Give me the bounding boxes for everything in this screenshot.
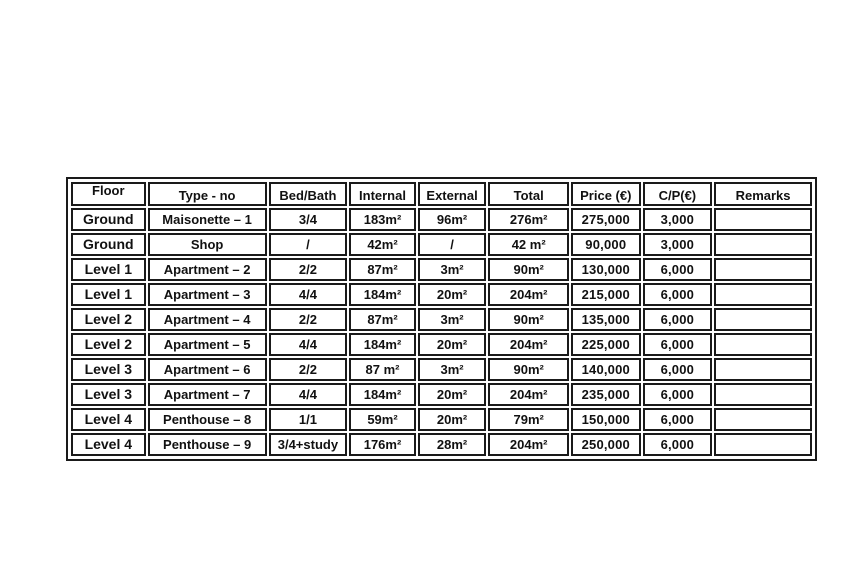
cell-external: 20m²: [418, 283, 487, 306]
cell-floor: Level 2: [71, 333, 146, 356]
header-cp: C/P(€): [643, 182, 713, 206]
cell-remarks: [714, 283, 812, 306]
cell-total: 90m²: [488, 258, 569, 281]
cell-total: 42 m²: [488, 233, 569, 256]
cell-external: 28m²: [418, 433, 487, 456]
price-list-table: [69, 180, 814, 458]
cell-price: 150,000: [571, 408, 641, 431]
cell-internal: 184m²: [349, 283, 416, 306]
cell-floor: Level 4: [71, 433, 146, 456]
cell-type: Apartment – 4: [148, 308, 267, 331]
cell-internal: 87 m²: [349, 358, 416, 381]
cell-internal: 59m²: [349, 408, 416, 431]
cell-internal: 176m²: [349, 433, 416, 456]
cell-external: 3m²: [418, 258, 487, 281]
cell-bedbath: 2/2: [269, 358, 348, 381]
cell-external: 20m²: [418, 383, 487, 406]
cell-external: 3m²: [418, 308, 487, 331]
cell-floor: Level 1: [71, 283, 146, 306]
cell-price: 225,000: [571, 333, 641, 356]
cell-internal: 183m²: [349, 208, 416, 231]
cell-total: 90m²: [488, 308, 569, 331]
cell-remarks: [714, 433, 812, 456]
cell-remarks: [714, 383, 812, 406]
cell-price: 275,000: [571, 208, 641, 231]
cell-remarks: [714, 233, 812, 256]
header-row: [71, 182, 812, 206]
cell-total: 204m²: [488, 433, 569, 456]
table-row: [71, 208, 812, 231]
cell-price: 90,000: [571, 233, 641, 256]
cell-type: Apartment – 3: [148, 283, 267, 306]
table-row: [71, 433, 812, 456]
cell-total: 204m²: [488, 383, 569, 406]
cell-external: 20m²: [418, 333, 487, 356]
table-row: [71, 308, 812, 331]
property-price-table: [66, 177, 817, 461]
cell-price: 135,000: [571, 308, 641, 331]
table-row: [71, 258, 812, 281]
cell-remarks: [714, 258, 812, 281]
cell-bedbath: 3/4+study: [269, 433, 348, 456]
cell-internal: 184m²: [349, 383, 416, 406]
cell-bedbath: 3/4: [269, 208, 348, 231]
cell-bedbath: 2/2: [269, 258, 348, 281]
header-internal: Internal: [349, 182, 416, 206]
cell-remarks: [714, 308, 812, 331]
cell-total: 204m²: [488, 333, 569, 356]
cell-bedbath: /: [269, 233, 348, 256]
header-bedbath: Bed/Bath: [269, 182, 348, 206]
cell-floor: Level 3: [71, 358, 146, 381]
cell-price: 250,000: [571, 433, 641, 456]
cell-remarks: [714, 358, 812, 381]
cell-internal: 87m²: [349, 258, 416, 281]
cell-cp: 6,000: [643, 383, 713, 406]
cell-cp: 6,000: [643, 408, 713, 431]
cell-bedbath: 4/4: [269, 333, 348, 356]
table-row: [71, 233, 812, 256]
cell-total: 204m²: [488, 283, 569, 306]
header-type: Type - no: [148, 182, 267, 206]
header-external: External: [418, 182, 487, 206]
cell-remarks: [714, 333, 812, 356]
cell-internal: 42m²: [349, 233, 416, 256]
cell-type: Penthouse – 9: [148, 433, 267, 456]
table-row: [71, 383, 812, 406]
cell-total: 79m²: [488, 408, 569, 431]
cell-cp: 6,000: [643, 433, 713, 456]
cell-price: 235,000: [571, 383, 641, 406]
header-floor: Floor: [71, 182, 146, 206]
cell-cp: 6,000: [643, 358, 713, 381]
cell-total: 90m²: [488, 358, 569, 381]
table-row: [71, 408, 812, 431]
table-row: [71, 358, 812, 381]
cell-floor: Ground: [71, 208, 146, 231]
cell-price: 215,000: [571, 283, 641, 306]
cell-cp: 6,000: [643, 308, 713, 331]
cell-bedbath: 4/4: [269, 383, 348, 406]
cell-bedbath: 2/2: [269, 308, 348, 331]
cell-cp: 3,000: [643, 233, 713, 256]
cell-bedbath: 1/1: [269, 408, 348, 431]
cell-cp: 6,000: [643, 283, 713, 306]
header-total: Total: [488, 182, 569, 206]
header-price: Price (€): [571, 182, 641, 206]
table-row: [71, 283, 812, 306]
cell-external: 3m²: [418, 358, 487, 381]
cell-total: 276m²: [488, 208, 569, 231]
cell-type: Maisonette – 1: [148, 208, 267, 231]
header-remarks: Remarks: [714, 182, 812, 206]
cell-external: 96m²: [418, 208, 487, 231]
cell-price: 140,000: [571, 358, 641, 381]
cell-price: 130,000: [571, 258, 641, 281]
cell-remarks: [714, 208, 812, 231]
cell-external: 20m²: [418, 408, 487, 431]
cell-cp: 6,000: [643, 333, 713, 356]
cell-floor: Level 3: [71, 383, 146, 406]
cell-type: Apartment – 5: [148, 333, 267, 356]
cell-type: Apartment – 2: [148, 258, 267, 281]
cell-internal: 87m²: [349, 308, 416, 331]
cell-cp: 3,000: [643, 208, 713, 231]
cell-floor: Level 1: [71, 258, 146, 281]
cell-floor: Ground: [71, 233, 146, 256]
cell-type: Apartment – 7: [148, 383, 267, 406]
cell-remarks: [714, 408, 812, 431]
table-row: [71, 333, 812, 356]
cell-type: Apartment – 6: [148, 358, 267, 381]
cell-type: Shop: [148, 233, 267, 256]
cell-internal: 184m²: [349, 333, 416, 356]
cell-bedbath: 4/4: [269, 283, 348, 306]
cell-floor: Level 4: [71, 408, 146, 431]
cell-type: Penthouse – 8: [148, 408, 267, 431]
cell-floor: Level 2: [71, 308, 146, 331]
cell-cp: 6,000: [643, 258, 713, 281]
cell-external: /: [418, 233, 487, 256]
